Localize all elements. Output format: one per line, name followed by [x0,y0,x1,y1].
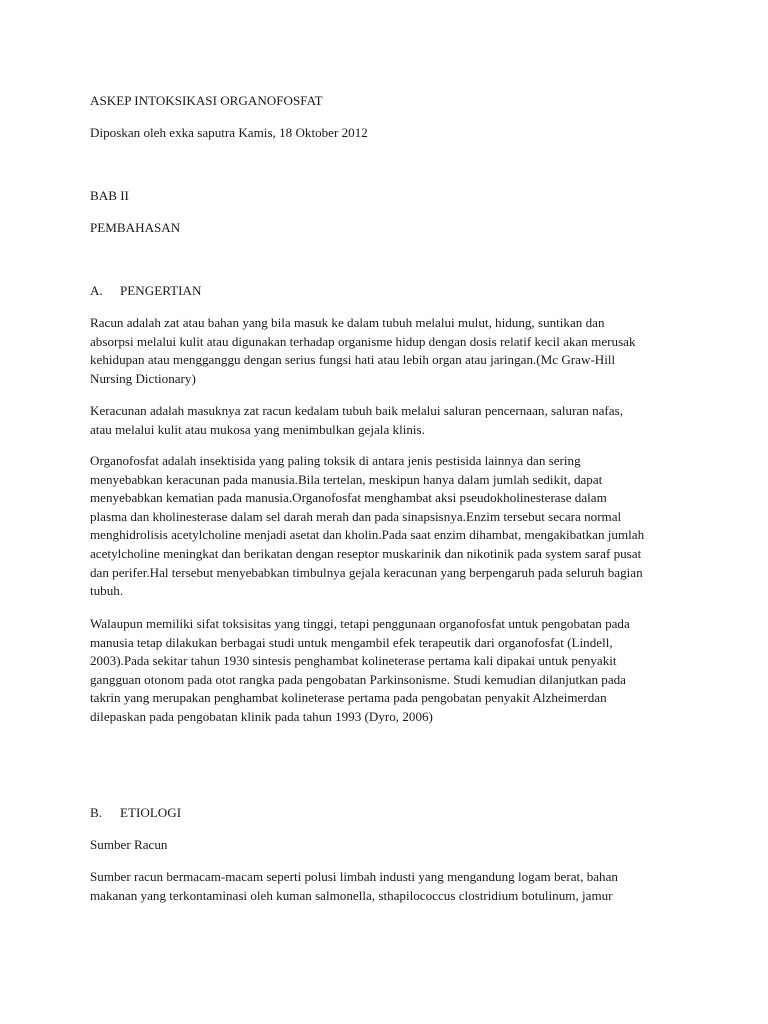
section-b-title: ETIOLOGI [120,805,182,820]
section-a-paragraph-1 [90,314,690,388]
section-b-heading [90,804,181,823]
paragraph-line: 2003).Pada sekitar tahun 1930 sintesis penghambat kolineterase pertama kali dipakai untuk penyakit [90,653,617,669]
section-b-subheading: Sumber Racun [90,837,168,852]
paragraph-line: makanan yang terkontaminasi oleh kuman salmonella, sthapilococcus clostridium botulinum, jamur [90,887,613,903]
paragraph-line: tubuh. [90,583,124,599]
paragraph-line: plasma dan kholinesterase dalam sel darah merah dan pada sinapsisnya.Enzim tersebut secara normal [90,508,622,524]
paragraph-line: gangguan otonom pada otot rangka pada pengobatan Parkinsonisme. Studi kemudian dilanjutkan pada [90,671,626,687]
paragraph-line: takrin yang merupakan penghambat kolineterase pertama pada pengobatan penyakit Alzheimerdan [90,690,607,706]
paragraph-line: Sumber racun bermacam-macam seperti polusi limbah industi yang mengandung logam berat, bahan [90,869,618,884]
chapter-title: PEMBAHASAN [90,220,181,235]
section-b-letter: B. [90,805,103,820]
section-a-paragraph-2 [90,402,690,439]
paragraph-line: Nursing Dictionary) [90,370,196,386]
paragraph-line: kehidupan atau mengganggu dengan serius fungsi hati atau lebih organ atau jaringan.(Mc Graw-Hill [90,352,616,368]
section-a-heading [90,282,201,301]
paragraph-line: Walaupun memiliki sifat toksisitas yang tinggi, tetapi penggunaan organofosfat untuk pengobatan pada [90,616,630,631]
paragraph-line: dilepaskan pada pengobatan klinik pada tahun 1993 (Dyro, 2006) [90,708,433,724]
paragraph-line: menyebabkan kematian pada manusia.Organofosfat menghambat aksi pseudokholinesterase dalam [90,490,607,506]
paragraph-line: Organofosfat adalah insektisida yang paling toksik di antara jenis pestisida lainnya dan sering [90,453,581,468]
paragraph-line: menghidrolisis acetylcholine menjadi asetat dan kholin.Pada saat enzim dihambat, mengakibatkan jumlah [90,527,645,543]
chapter-label: BAB II [90,188,129,203]
paragraph-line: manusia tetap dilakukan berbagai studi untuk mengambil efek terapeutik dari organofosfat (Lindell, [90,634,613,650]
section-a-paragraph-4 [90,615,690,727]
section-a-letter: A. [90,283,103,298]
section-b-paragraph-1 [90,868,690,905]
document-title: ASKEP INTOKSIKASI ORGANOFOSFAT [90,93,323,108]
paragraph-line: Keracunan adalah masuknya zat racun kedalam tubuh baik melalui saluran pencernaan, saluran nafas, [90,403,623,418]
section-a-title: PENGERTIAN [120,283,202,298]
paragraph-line: acetylcholine meningkat dan berikatan dengan reseptor muskarinik dan nikotinik pada system saraf pusat [90,545,642,561]
paragraph-line: dan perifer.Hal tersebut menyebabkan timbulnya gejala keracunan yang berpengaruh pada seluruh bagian [90,564,643,580]
section-a-paragraph-3 [90,452,690,601]
post-byline: Diposkan oleh exka saputra Kamis, 18 Oktober 2012 [90,125,368,140]
paragraph-line: Racun adalah zat atau bahan yang bila masuk ke dalam tubuh melalui mulut, hidung, suntikan dan [90,315,605,330]
paragraph-line: menyebabkan keracunan pada manusia.Bila tertelan, meskipun hanya dalam jumlah sedikit, dapat [90,471,603,487]
paragraph-line: atau melalui kulit atau mukosa yang menimbulkan gejala klinis. [90,421,425,437]
paragraph-line: absorpsi melalui kulit atau digunakan terhadap organisme hidup dengan dosis relatif kecil akan merusak [90,333,636,349]
